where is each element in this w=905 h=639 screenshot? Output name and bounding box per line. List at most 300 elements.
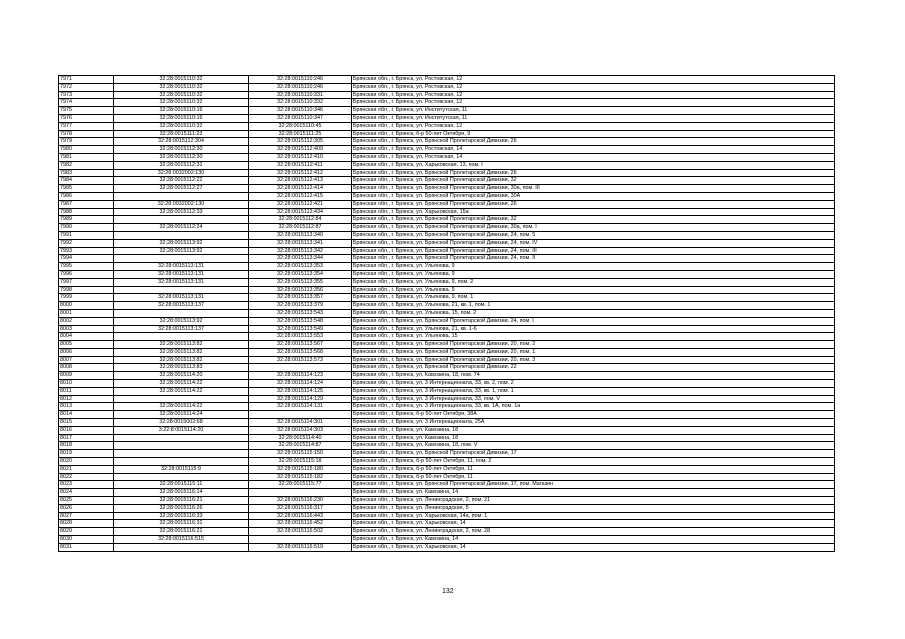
row-number-cell: 8005 xyxy=(59,341,114,349)
table-row xyxy=(59,387,835,395)
object-number-cell: 32:28:0015114:303 xyxy=(249,426,352,434)
parcel-number-cell: 32:28:0015113:131 xyxy=(114,294,249,302)
table-row xyxy=(59,255,835,263)
row-number-cell: 8029 xyxy=(59,528,114,536)
parcel-number-cell: 32:28:0015110:32 xyxy=(114,83,249,91)
parcel-number-cell: 32:28:0015112:22 xyxy=(114,177,249,185)
row-number-cell: 8012 xyxy=(59,395,114,403)
object-number-cell: 32:28:0015113:553 xyxy=(249,333,352,341)
table-row xyxy=(59,161,835,169)
row-number-cell: 7998 xyxy=(59,286,114,294)
table-row xyxy=(59,372,835,380)
table-row xyxy=(59,185,835,193)
row-number-cell: 7984 xyxy=(59,177,114,185)
object-number-cell: 32:28:0015114:125 xyxy=(249,387,352,395)
address-cell: Брянская обл., г. Брянск, ул. Ростовская, 12 xyxy=(352,91,835,99)
parcel-number-cell: 32:28:0015110:32 xyxy=(114,99,249,107)
address-cell: Брянская обл., г. Брянск, ул. Ленинградская, 2, пом. 28 xyxy=(352,528,835,536)
address-cell: Брянская обл., г. Брянск, ул. Камозина, 18, пом. 74 xyxy=(352,372,835,380)
table-row xyxy=(59,138,835,146)
address-cell: Брянская обл., г. Брянск, ул. Брянской Пролетарской Дивизии, 32 xyxy=(352,177,835,185)
row-number-cell: 8014 xyxy=(59,411,114,419)
object-number-cell: 32:28:0015113:549 xyxy=(249,325,352,333)
table-body xyxy=(59,76,835,552)
row-number-cell: 8010 xyxy=(59,380,114,388)
table-row xyxy=(59,481,835,489)
address-cell: Брянская обл., г. Брянск, ул. Харьковская, 14а, пом. 1 xyxy=(352,512,835,520)
object-number-cell: 32:28:0015116:502 xyxy=(249,528,352,536)
parcel-number-cell: 32:28:0015116:21 xyxy=(114,497,249,505)
object-number-cell: 32:28:0015110:246 xyxy=(249,83,352,91)
parcel-number-cell: 32:28:0015113:92 xyxy=(114,247,249,255)
table-row xyxy=(59,411,835,419)
table-row xyxy=(59,130,835,138)
object-number-cell: 32:28:0015113:568 xyxy=(249,348,352,356)
row-number-cell: 7994 xyxy=(59,255,114,263)
address-cell: Брянская обл., г. Брянск, ул. 3 Интернационала, 33, кв. 1А, пом. 1а xyxy=(352,403,835,411)
row-number-cell: 7981 xyxy=(59,153,114,161)
address-cell: Брянская обл., г. Брянск, ул. Брянской Пролетарской Дивизии, 24, пом. I xyxy=(352,317,835,325)
object-number-cell: 32:28:0015116:230 xyxy=(249,497,352,505)
address-cell: Брянская обл., г. Брянск, ул. 3 Интернационала, 33, кв. 1, пом. 1 xyxy=(352,387,835,395)
address-cell: Брянская обл., г. Брянск, ул. Ростовская, 12 xyxy=(352,76,835,84)
address-cell: Брянская обл., г. Брянск, ул. Брянской Пролетарской Дивизии, 20, пом. 3 xyxy=(352,356,835,364)
parcel-number-cell: 32:28:0015002:68 xyxy=(114,419,249,427)
address-cell: Брянская обл., г. Брянск, ул. Брянской Пролетарской Дивизии, 26 xyxy=(352,169,835,177)
address-cell: Брянская обл., г. Брянск, ул. Харьковская, 13, пом. I xyxy=(352,161,835,169)
table-row xyxy=(59,286,835,294)
table-row xyxy=(59,341,835,349)
table-row xyxy=(59,114,835,122)
table-row xyxy=(59,442,835,450)
row-number-cell: 8024 xyxy=(59,489,114,497)
row-number-cell: 8025 xyxy=(59,497,114,505)
object-number-cell: 32:28:0015112:415 xyxy=(249,192,352,200)
row-number-cell: 8020 xyxy=(59,458,114,466)
object-number-cell: 32:28:0015110:246 xyxy=(249,76,352,84)
object-number-cell: 32:28:0015112:87 xyxy=(249,224,352,232)
address-cell: Брянская обл., г. Брянск, ул. Ульянова, 9 xyxy=(352,286,835,294)
row-number-cell: 8016 xyxy=(59,426,114,434)
parcel-number-cell: 32:28:0015113:131 xyxy=(114,263,249,271)
parcel-number-cell: 32:28:0015113:83 xyxy=(114,364,249,372)
table-row xyxy=(59,403,835,411)
object-number-cell: 32:28:0015115:182 xyxy=(249,473,352,481)
address-cell: Брянская обл., г. Брянск, ул. Ростовская, 12 xyxy=(352,83,835,91)
address-cell: Брянская обл., г. Брянск, ул. Камозина, 18 xyxy=(352,434,835,442)
row-number-cell: 8013 xyxy=(59,403,114,411)
row-number-cell: 8007 xyxy=(59,356,114,364)
parcel-number-cell: 32:28:0015112:31 xyxy=(114,161,249,169)
address-cell: Брянская обл., г. Брянск, ул. Брянской Пролетарской Дивизии, 30а, пом. I xyxy=(352,224,835,232)
address-cell: Брянская обл., г. Брянск, ул. Брянской Пролетарской Дивизии, 20, пом. 1 xyxy=(352,348,835,356)
object-number-cell: 32:28:0015113:379 xyxy=(249,302,352,310)
object-number-cell: 32:28:0015113:355 xyxy=(249,278,352,286)
object-number-cell: 32:28:0015113:340 xyxy=(249,231,352,239)
parcel-number-cell: 32:28:0015116:33 xyxy=(114,512,249,520)
table-row xyxy=(59,426,835,434)
address-cell: Брянская обл., г. Брянск, ул. Институтская, 11 xyxy=(352,107,835,115)
row-number-cell: 7983 xyxy=(59,169,114,177)
parcel-number-cell: 32:28:0015115:11 xyxy=(114,481,249,489)
object-number-cell: 32:28:0015113:543 xyxy=(249,309,352,317)
object-number-cell: 32:28:0015113:344 xyxy=(249,255,352,263)
row-number-cell: 7989 xyxy=(59,216,114,224)
table-row xyxy=(59,473,835,481)
object-number-cell: 32:28:0015112:411 xyxy=(249,161,352,169)
table-row xyxy=(59,348,835,356)
object-number-cell xyxy=(249,536,352,544)
parcel-number-cell xyxy=(114,473,249,481)
address-cell: Брянская обл., г. Брянск, ул. 3 Интернационала, 33, кв. 2, пом. 2 xyxy=(352,380,835,388)
parcel-number-cell xyxy=(114,216,249,224)
table-row xyxy=(59,512,835,520)
object-number-cell: 32:28:0015111:25 xyxy=(249,130,352,138)
row-number-cell: 7988 xyxy=(59,208,114,216)
table-row xyxy=(59,434,835,442)
row-number-cell: 7995 xyxy=(59,263,114,271)
table-row xyxy=(59,333,835,341)
object-number-cell: 32:28:0015116:519 xyxy=(249,543,352,551)
object-number-cell: 32:28:0015113:341 xyxy=(249,239,352,247)
table-row xyxy=(59,122,835,130)
table-row xyxy=(59,91,835,99)
address-cell: Брянская обл., г. Брянск, ул. Камозина, 18, пом. V xyxy=(352,442,835,450)
table-row xyxy=(59,520,835,528)
table-row xyxy=(59,294,835,302)
table-row xyxy=(59,325,835,333)
table-row xyxy=(59,497,835,505)
address-cell: Брянская обл., г. Брянск, ул. Ульянова, 9, пом. 2 xyxy=(352,278,835,286)
row-number-cell: 8027 xyxy=(59,512,114,520)
parcel-number-cell xyxy=(114,192,249,200)
parcel-number-cell: 32:28:0015114:22 xyxy=(114,403,249,411)
address-cell: Брянская обл., г. Брянск, ул. Брянской Пролетарской Дивизии, 24, пом. II xyxy=(352,255,835,263)
address-cell: Брянская обл., г. Брянск, ул. Харьковская, 14 xyxy=(352,520,835,528)
object-number-cell: 32:28:0015116:317 xyxy=(249,504,352,512)
object-number-cell: 32:28:0015112:410 xyxy=(249,153,352,161)
table-row xyxy=(59,107,835,115)
row-number-cell: 7991 xyxy=(59,231,114,239)
table-row xyxy=(59,395,835,403)
table-row xyxy=(59,153,835,161)
parcel-number-cell xyxy=(114,395,249,403)
parcel-number-cell xyxy=(114,333,249,341)
parcel-number-cell: 32:28:0015114:24 xyxy=(114,411,249,419)
address-cell: Брянская обл., г. Брянск, ул. Брянской Пролетарской Дивизии, 24, пом. III xyxy=(352,247,835,255)
table-row xyxy=(59,146,835,154)
object-number-cell: 32:28:0015112:414 xyxy=(249,185,352,193)
object-number-cell: 32:28:0015113:342 xyxy=(249,247,352,255)
row-number-cell: 8006 xyxy=(59,348,114,356)
row-number-cell: 7993 xyxy=(59,247,114,255)
object-number-cell: 32:28:0015110:347 xyxy=(249,114,352,122)
object-number-cell: 32:28:0015112:409 xyxy=(249,146,352,154)
table-row xyxy=(59,263,835,271)
parcel-number-cell: 32:28:0015111:23 xyxy=(114,130,249,138)
table-row xyxy=(59,76,835,84)
table-row xyxy=(59,419,835,427)
address-cell: Брянская обл., г. Брянск, ул. Камозина, 14 xyxy=(352,536,835,544)
parcel-number-cell: 32:28:0015110:32 xyxy=(114,91,249,99)
address-cell: Брянская обл., г. Брянск, ул. Ульянова, 15, пом. 2 xyxy=(352,309,835,317)
parcel-number-cell: 3:22:8:0015114:20 xyxy=(114,426,249,434)
parcel-number-cell: 32:28:0015113:82 xyxy=(114,356,249,364)
object-number-cell: 32:28:0015115:18 xyxy=(249,458,352,466)
parcel-number-cell: 32:28:0015110:16 xyxy=(114,114,249,122)
table-row xyxy=(59,247,835,255)
row-number-cell: 7977 xyxy=(59,122,114,130)
parcel-number-cell: 32:28:0015116:14 xyxy=(114,489,249,497)
table-row xyxy=(59,543,835,551)
row-number-cell: 8009 xyxy=(59,372,114,380)
parcel-number-cell: 32:28:0015113:137 xyxy=(114,325,249,333)
parcel-number-cell xyxy=(114,286,249,294)
object-number-cell: 32:28:0015114:40 xyxy=(249,434,352,442)
row-number-cell: 7985 xyxy=(59,185,114,193)
table-row xyxy=(59,458,835,466)
row-number-cell: 8030 xyxy=(59,536,114,544)
address-cell: Брянская обл., г. Брянск, ул. Харьковская, 15а xyxy=(352,208,835,216)
row-number-cell: 8028 xyxy=(59,520,114,528)
row-number-cell: 8021 xyxy=(59,465,114,473)
object-number-cell: 32:28:0015115:150 xyxy=(249,450,352,458)
table-row xyxy=(59,224,835,232)
address-cell: Брянская обл., г. Брянск, ул. Ульянова, 21, кв. 1, пом. 1 xyxy=(352,302,835,310)
object-number-cell: 32:28:0015112:434 xyxy=(249,208,352,216)
parcel-number-cell xyxy=(114,255,249,263)
row-number-cell: 8018 xyxy=(59,442,114,450)
row-number-cell: 8031 xyxy=(59,543,114,551)
parcel-number-cell xyxy=(114,450,249,458)
table-row xyxy=(59,177,835,185)
table-row xyxy=(59,465,835,473)
table-row xyxy=(59,99,835,107)
address-cell: Брянская обл., г. Брянск, ул. Брянской Пролетарской Дивизии, 17, пом. Магазин xyxy=(352,481,835,489)
row-number-cell: 8019 xyxy=(59,450,114,458)
address-cell: Брянская обл., г. Брянск, ул. Институтская, 11 xyxy=(352,114,835,122)
address-cell: Брянская обл., г. Брянск, ул. Ростовская, 12 xyxy=(352,122,835,130)
object-number-cell: 32:28:0015114:301 xyxy=(249,419,352,427)
row-number-cell: 8026 xyxy=(59,504,114,512)
address-cell: Брянская обл., г. Брянск, ул. Брянской Пролетарской Дивизии, 22 xyxy=(352,364,835,372)
address-cell: Брянская обл., г. Брянск, ул. Ульянова, 9 xyxy=(352,270,835,278)
table-row xyxy=(59,536,835,544)
table-row xyxy=(59,270,835,278)
address-cell: Брянская обл., г. Брянск, б-р 50-лет Октября, 9 xyxy=(352,130,835,138)
object-number-cell: 32:28:0015114:129 xyxy=(249,395,352,403)
parcel-number-cell: 32:28:0015114:20 xyxy=(114,372,249,380)
address-cell: Брянская обл., г. Брянск, ул. Брянской Пролетарской Дивизии, 32 xyxy=(352,216,835,224)
parcel-number-cell: 32:28:0015114:22 xyxy=(114,387,249,395)
row-number-cell: 7979 xyxy=(59,138,114,146)
object-number-cell: 32:28:0015114:124 xyxy=(249,380,352,388)
address-cell: Брянская обл., г. Брянск, ул. Камозина, 14 xyxy=(352,489,835,497)
table-row xyxy=(59,278,835,286)
row-number-cell: 7972 xyxy=(59,83,114,91)
row-number-cell: 7973 xyxy=(59,91,114,99)
object-number-cell: 32:28:0015113:354 xyxy=(249,270,352,278)
object-number-cell: 32:28:0015114:87 xyxy=(249,442,352,450)
address-cell: Брянская обл., г. Брянск, ул. 3 Интернационала, 33, пом. V xyxy=(352,395,835,403)
address-cell: Брянская обл., г. Брянск, ул. Брянской Пролетарской Дивизии, 30а, пом. III xyxy=(352,185,835,193)
parcel-number-cell: 32:28:0015113:82 xyxy=(114,341,249,349)
row-number-cell: 8004 xyxy=(59,333,114,341)
table-row xyxy=(59,200,835,208)
object-number-cell: 32:28:0015113:356 xyxy=(249,286,352,294)
parcel-number-cell xyxy=(114,442,249,450)
address-cell: Брянская обл., г. Брянск, ул. Ульянова, 9, пом. 1 xyxy=(352,294,835,302)
parcel-number-cell: 32:28:0015113:131 xyxy=(114,270,249,278)
row-number-cell: 8008 xyxy=(59,364,114,372)
table-row xyxy=(59,302,835,310)
object-number-cell: 32:28:0015113:357 xyxy=(249,294,352,302)
row-number-cell: 7990 xyxy=(59,224,114,232)
table-row xyxy=(59,216,835,224)
object-number-cell xyxy=(249,411,352,419)
row-number-cell: 7975 xyxy=(59,107,114,115)
parcel-number-cell: 32:28:0015115:9 xyxy=(114,465,249,473)
address-cell: Брянская обл., г. Брянск, ул. 3 Интернационала, 25А xyxy=(352,419,835,427)
object-number-cell: 32:28:0015112:413 xyxy=(249,177,352,185)
table-row xyxy=(59,528,835,536)
row-number-cell: 7974 xyxy=(59,99,114,107)
address-cell: Брянская обл., г. Брянск, ул. Брянской Пролетарской Дивизии, 30А xyxy=(352,192,835,200)
object-number-cell xyxy=(249,489,352,497)
row-number-cell: 7982 xyxy=(59,161,114,169)
parcel-number-cell xyxy=(114,458,249,466)
object-number-cell: 32:28:0015115:180 xyxy=(249,465,352,473)
object-number-cell: 32:28:0015110:332 xyxy=(249,99,352,107)
row-number-cell: 7986 xyxy=(59,192,114,200)
address-cell: Брянская обл., г. Брянск, ул. Ульянова, 9 xyxy=(352,263,835,271)
address-cell: Брянская обл., г. Брянск, ул. Ростовская, 14 xyxy=(352,153,835,161)
address-cell: Брянская обл., г. Брянск, б-р 50-лет Октября, 11 xyxy=(352,465,835,473)
parcel-number-cell: 32:28:0015110:32 xyxy=(114,76,249,84)
row-number-cell: 7971 xyxy=(59,76,114,84)
parcel-number-cell xyxy=(114,434,249,442)
address-cell: Брянская обл., г. Брянск, ул. Брянской Пролетарской Дивизии, 26 xyxy=(352,138,835,146)
parcel-number-cell: 32:28:0015113:92 xyxy=(114,317,249,325)
object-number-cell: 32:28:0015110:346 xyxy=(249,107,352,115)
address-cell: Брянская обл., г. Брянск, ул. Ростовская, 14 xyxy=(352,146,835,154)
parcel-number-cell: 32:28:0032002:130 xyxy=(114,200,249,208)
row-number-cell: 8017 xyxy=(59,434,114,442)
row-number-cell: 8022 xyxy=(59,473,114,481)
address-cell: Брянская обл., г. Брянск, б-р 50-лет Октября, 11 xyxy=(352,473,835,481)
parcel-number-cell: 32:28:0015113:92 xyxy=(114,239,249,247)
address-cell: Брянская обл., г. Брянск, ул. Ленинградская, 2, пом. 21 xyxy=(352,497,835,505)
table-row xyxy=(59,83,835,91)
table-row xyxy=(59,239,835,247)
table-row xyxy=(59,504,835,512)
address-cell: Брянская обл., г. Брянск, ул. Ленинградская, 5 xyxy=(352,504,835,512)
parcel-number-cell: 32:28:0015112:30 xyxy=(114,153,249,161)
parcel-number-cell: 32:28:0015116:31 xyxy=(114,520,249,528)
cadastral-register-table xyxy=(58,75,835,552)
table-row xyxy=(59,309,835,317)
address-cell: Брянская обл., г. Брянск, б-р 50-лет Октября, 11, пом. 2 xyxy=(352,458,835,466)
table-row xyxy=(59,450,835,458)
table-row xyxy=(59,192,835,200)
row-number-cell: 8002 xyxy=(59,317,114,325)
parcel-number-cell: 32:28:0015116:21 xyxy=(114,528,249,536)
object-number-cell: 32:28:0015114:123 xyxy=(249,372,352,380)
parcel-number-cell: 32:28:0015112:30 xyxy=(114,146,249,154)
row-number-cell: 7987 xyxy=(59,200,114,208)
row-number-cell: 7992 xyxy=(59,239,114,247)
object-number-cell: 32:28:0015114:131 xyxy=(249,403,352,411)
address-cell: Брянская обл., г. Брянск, ул. Харьковская, 14 xyxy=(352,543,835,551)
object-number-cell: 32:28:0015113:567 xyxy=(249,341,352,349)
parcel-number-cell xyxy=(114,231,249,239)
address-cell: Брянская обл., г. Брянск, ул. Брянской Пролетарской Дивизии, 24, пом. IV xyxy=(352,239,835,247)
parcel-number-cell: 32:28:0015112:24 xyxy=(114,224,249,232)
address-cell: Брянская обл., г. Брянск, ул. Брянской Пролетарской Дивизии, 20, пом. 2 xyxy=(352,341,835,349)
parcel-number-cell: 32:28:0015112:304 xyxy=(114,138,249,146)
object-number-cell: 32:28:0015115:77 xyxy=(249,481,352,489)
object-number-cell: 32:28:0015113:548 xyxy=(249,317,352,325)
parcel-number-cell: 32:28:0015114:22 xyxy=(114,380,249,388)
object-number-cell: 32:28:0015112:412 xyxy=(249,169,352,177)
row-number-cell: 7999 xyxy=(59,294,114,302)
parcel-number-cell: 32:28:0015112:33 xyxy=(114,208,249,216)
row-number-cell: 7996 xyxy=(59,270,114,278)
parcel-number-cell: 32:28:0032002:130 xyxy=(114,169,249,177)
address-cell: Брянская обл., г. Брянск, ул. Ростовская, 12 xyxy=(352,99,835,107)
parcel-number-cell: 32:28:0015110:16 xyxy=(114,107,249,115)
address-cell: Брянская обл., г. Брянск, ул. Брянской Пролетарской Дивизии, 17 xyxy=(352,450,835,458)
object-number-cell: 32:28:0015113:573 xyxy=(249,356,352,364)
address-cell: Брянская обл., г. Брянск, б-р 50-лет Октября, 38А xyxy=(352,411,835,419)
parcel-number-cell xyxy=(114,543,249,551)
object-number-cell: 32:28:0015112:84 xyxy=(249,216,352,224)
object-number-cell: 32:28:0015110:331 xyxy=(249,91,352,99)
parcel-number-cell: 32:28:0015113:82 xyxy=(114,348,249,356)
table-row xyxy=(59,169,835,177)
object-number-cell: 32:28:0015113:353 xyxy=(249,263,352,271)
object-number-cell: 32:28:0015110:45 xyxy=(249,122,352,130)
row-number-cell: 7978 xyxy=(59,130,114,138)
row-number-cell: 7980 xyxy=(59,146,114,154)
address-cell: Брянская обл., г. Брянск, ул. Брянской Пролетарской Дивизии, 26 xyxy=(352,200,835,208)
row-number-cell: 8023 xyxy=(59,481,114,489)
parcel-number-cell: 32:28:0015116:26 xyxy=(114,504,249,512)
row-number-cell: 8000 xyxy=(59,302,114,310)
table-row xyxy=(59,489,835,497)
parcel-number-cell: 32:28:0015113:131 xyxy=(114,278,249,286)
row-number-cell: 7997 xyxy=(59,278,114,286)
object-number-cell: 32:28:0015116:452 xyxy=(249,520,352,528)
row-number-cell: 8003 xyxy=(59,325,114,333)
table-row xyxy=(59,356,835,364)
parcel-number-cell: 32:28:0015112:27 xyxy=(114,185,249,193)
object-number-cell: 32:28:0015112:305 xyxy=(249,138,352,146)
object-number-cell: 32:28:0015116:443 xyxy=(249,512,352,520)
table-row xyxy=(59,231,835,239)
table-row xyxy=(59,364,835,372)
parcel-number-cell: 32:28:0015113:137 xyxy=(114,302,249,310)
parcel-number-cell: 32:28:0015110:32 xyxy=(114,122,249,130)
page-number: 132 xyxy=(442,588,454,595)
row-number-cell: 7976 xyxy=(59,114,114,122)
parcel-number-cell: 32:28:0015116:515 xyxy=(114,536,249,544)
row-number-cell: 8015 xyxy=(59,419,114,427)
address-cell: Брянская обл., г. Брянск, ул. Камозина, 18 xyxy=(352,426,835,434)
address-cell: Брянская обл., г. Брянск, ул. Брянской Пролетарской Дивизии, 24, пом. 5 xyxy=(352,231,835,239)
row-number-cell: 8011 xyxy=(59,387,114,395)
object-number-cell: 32:28:0015112:421 xyxy=(249,200,352,208)
